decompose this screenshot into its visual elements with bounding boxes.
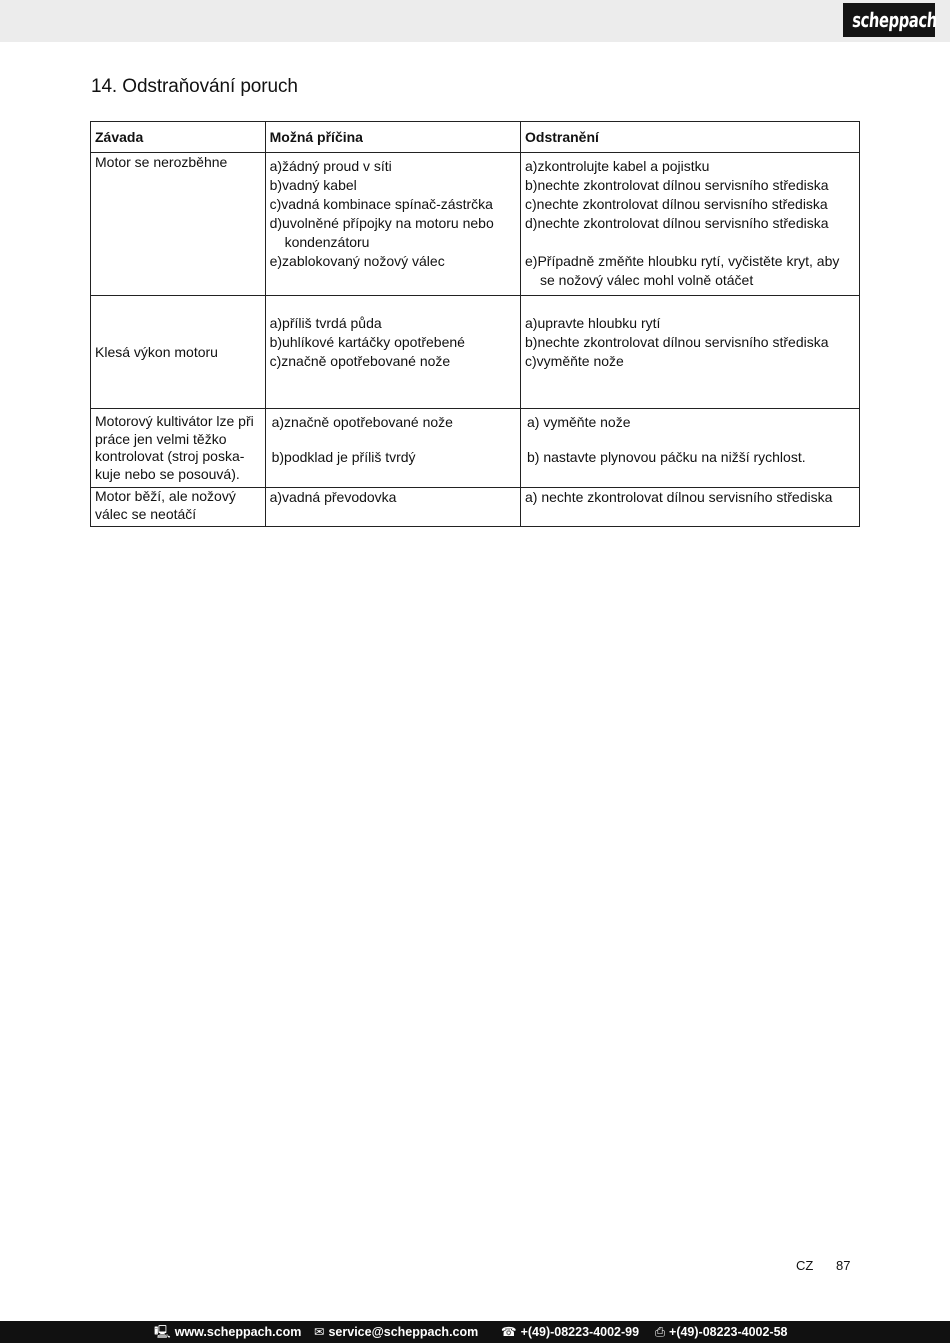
cause-cell <box>265 488 520 527</box>
cause-item: a)příliš tvrdá půda <box>269 315 382 331</box>
remedy-cell <box>521 488 860 527</box>
cause-cell <box>265 409 520 488</box>
remedy-cell <box>521 409 860 488</box>
footer-phone <box>501 1321 639 1343</box>
fault-cell <box>91 488 266 527</box>
fault-text: Motor běží, ale nožový válec se neotáčí <box>95 488 236 522</box>
website-link[interactable]: www.scheppach.com <box>174 1325 302 1339</box>
fax-icon: ⎙ <box>655 1325 666 1339</box>
remedy-item: d)nechte zkontrolovat dílnou servisního střediska <box>525 215 829 231</box>
cause-item: b)uhlíkové kartáčky opotřebené <box>269 334 465 350</box>
cause-item: a)žádný proud v síti <box>269 158 392 174</box>
header-cause: Možná příčina <box>265 122 520 153</box>
monitor-icon: 🖳 <box>154 1325 171 1339</box>
table-row <box>91 409 860 488</box>
remedy-item: e)Případně změňte hloubku rytí, vyčistěte kryt, aby se nožový válec mohl volně otáčet <box>525 253 840 288</box>
fault-cell <box>91 409 266 488</box>
remedy-item: a) nechte zkontrolovat dílnou servisního střediska <box>525 489 833 505</box>
remedy-item: b)nechte zkontrolovat dílnou servisního střediska <box>525 177 829 193</box>
cause-cell <box>265 296 520 409</box>
fault-text: Motor se nerozběhne <box>95 154 228 170</box>
brand-logo: scheppach <box>843 3 935 37</box>
language-code: CZ <box>796 1258 814 1273</box>
remedy-item: a)zkontrolujte kabel a pojistku <box>525 158 710 174</box>
mail-icon: ✉ <box>314 1325 325 1339</box>
table-row <box>91 296 860 409</box>
section-title: 14. Odstraňování poruch <box>91 76 298 97</box>
fault-cell <box>91 296 266 409</box>
table-row <box>91 153 860 296</box>
cause-cell <box>265 153 520 296</box>
remedy-item: c)vyměňte nože <box>525 353 624 369</box>
email-link[interactable]: service@scheppach.com <box>328 1325 479 1339</box>
remedy-item: a)upravte hloubku rytí <box>525 315 661 331</box>
fault-cell <box>91 153 266 296</box>
cause-item: c)značně opotřebované nože <box>269 353 451 369</box>
header-bar <box>0 0 950 42</box>
cause-item: a)značně opotřebované nože <box>271 414 453 430</box>
remedy-item: a) vyměňte nože <box>527 414 631 430</box>
phone-icon: ☎ <box>501 1325 517 1339</box>
header-fault: Závada <box>91 122 266 153</box>
cause-item: a)vadná převodovka <box>269 489 397 505</box>
fault-text: Klesá výkon motoru <box>95 343 218 360</box>
cause-item: b)podklad je příliš tvrdý <box>271 449 416 465</box>
header-remedy: Odstranění <box>521 122 860 153</box>
remedy-item: b)nechte zkontrolovat dílnou servisního střediska <box>525 334 829 350</box>
cause-item: d)uvolněné přípojky na motoru nebo kondenzátoru <box>269 215 494 250</box>
remedy-cell <box>521 296 860 409</box>
table-row <box>91 488 860 527</box>
fax-number: +(49)-08223-4002-58 <box>669 1325 788 1339</box>
footer-web[interactable] <box>154 1321 301 1343</box>
table-header-row <box>91 122 860 153</box>
footer-bar <box>0 1321 950 1343</box>
remedy-item: b) nastavte plynovou páčku na nižší rychlost. <box>527 449 806 465</box>
phone-number: +(49)-08223-4002-99 <box>520 1325 640 1339</box>
footer-fax <box>655 1321 788 1343</box>
cause-item: c)vadná kombinace spínač-zástrčka <box>269 196 493 212</box>
cause-item: e)zablokovaný nožový válec <box>269 253 445 269</box>
footer-email[interactable] <box>314 1321 478 1343</box>
fault-text: Motorový kultivátor lze při práce jen velmi těžko kontrolovat (stroj poska-kuje nebo se posouvá). <box>95 413 254 482</box>
cause-item: b)vadný kabel <box>269 177 357 193</box>
remedy-cell <box>521 153 860 296</box>
remedy-item: c)nechte zkontrolovat dílnou servisního střediska <box>525 196 828 212</box>
troubleshooting-table <box>90 121 860 527</box>
page-number: 87 <box>836 1258 851 1273</box>
